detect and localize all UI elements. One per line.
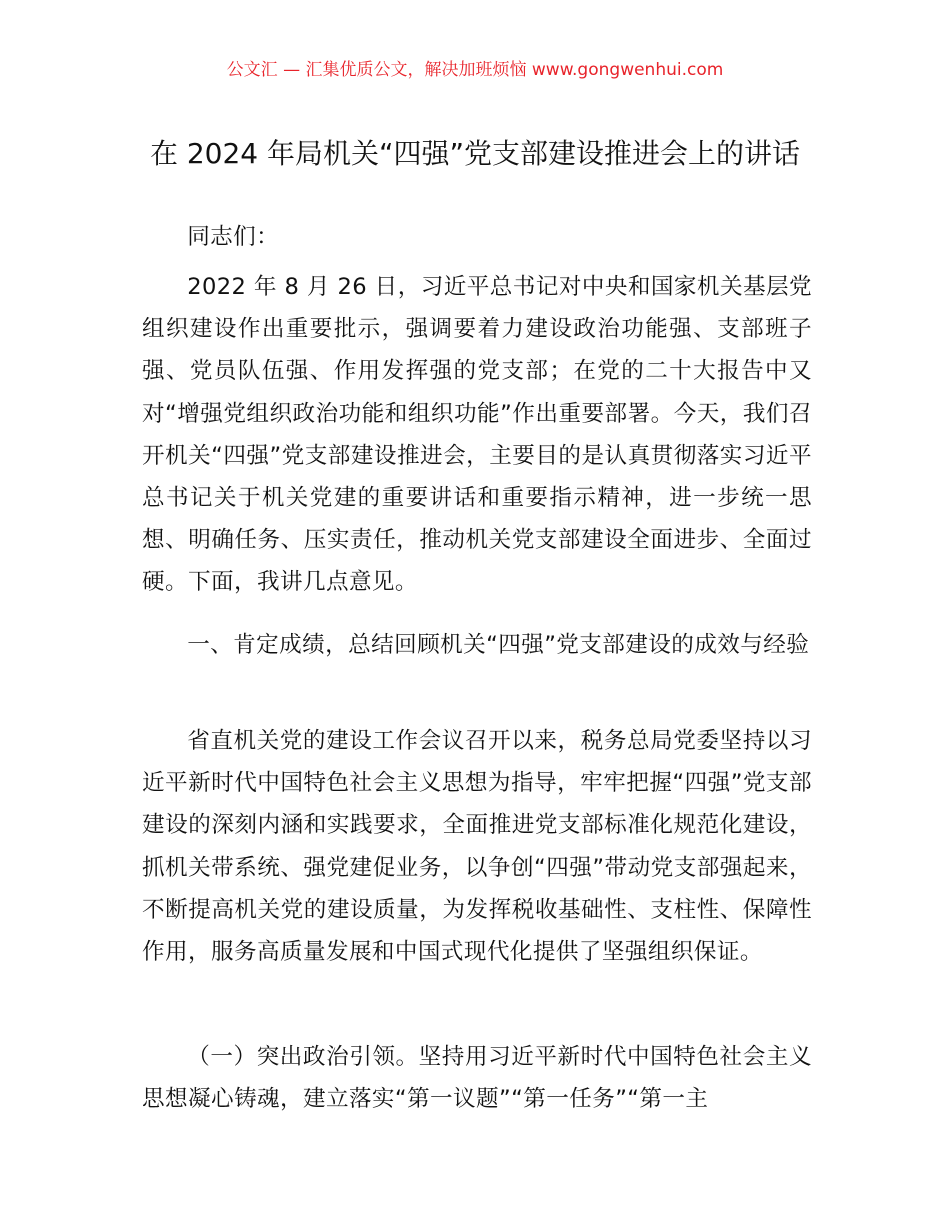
section-1-block (142, 720, 812, 973)
document-title: 在 2024 年局机关“四强”党支部建设推进会上的讲话 (149, 136, 801, 170)
section-heading-1: 一、肯定成绩，总结回顾机关“四强”党支部建设的成效与经验 (187, 632, 810, 658)
watermark-header: 公文汇 — 汇集优质公文，解决加班烦恼 www.gongwenhui.com (226, 60, 724, 80)
subsection-1-paragraph: （一）突出政治引领。坚持用习近平新时代中国特色社会主义思想凝心铸魂，建立落实“第一议题”“第一任务”“第一主 (142, 1044, 812, 1113)
section-1-paragraph: 省直机关党的建设工作会议召开以来，税务总局党委坚持以习近平新时代中国特色社会主义思想为指导，牢牢把握“四强”党支部建设的深刻内涵和实践要求，全面推进党支部标准化规范化建设，抓机关带系统、强党建促业务，以争创“四强”带动党支部强起来，不断提高机关党的建设质量，为发挥税收基础性、支柱性、保障性作用，服务高质量发展和中国式现代化提供了坚强组织保证。 (142, 728, 812, 966)
greeting-block (142, 216, 812, 258)
subsection-1-block (142, 1036, 812, 1120)
greeting: 同志们： (187, 224, 280, 250)
intro-block (142, 266, 812, 604)
section-heading-block (142, 624, 812, 666)
intro-paragraph: 2022 年 8 月 26 日，习近平总书记对中央和国家机关基层党组织建设作出重要批示，强调要着力建设政治功能强、支部班子强、党员队伍强、作用发挥强的党支部；在党的二十大报告中又对“增强党组织政治功能和组织功能”作出重要部署。今天，我们召开机关“四强”党支部建设推进会，主要目的是认真贯彻落实习近平总书记关于机关党建的重要讲话和重要指示精神，进一步统一思想、明确任务、压实责任，推动机关党支部建设全面进步、全面过硬。下面，我讲几点意见。 (142, 274, 812, 596)
